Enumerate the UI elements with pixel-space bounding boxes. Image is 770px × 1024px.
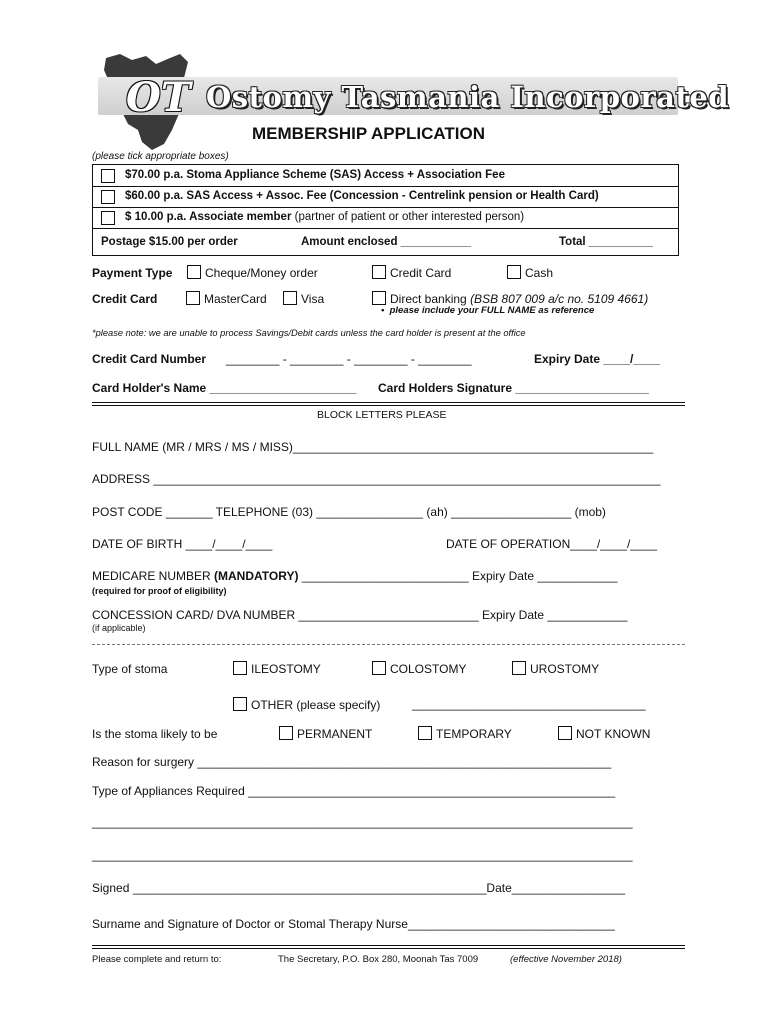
reference-note: • please include your FULL NAME as reference [381,305,595,316]
full-name-field[interactable]: FULL NAME (MR / MRS / MS / MISS)______________________________________________________ [92,440,654,454]
permanent-checkbox[interactable] [279,726,293,740]
postcode-telephone-field[interactable]: POST CODE _______ TELEPHONE (03) ________________ (ah) __________________ (mob) [92,505,606,519]
cash-checkbox[interactable] [507,265,521,279]
payment-type-label: Payment Type [92,266,173,280]
reason-for-surgery-field[interactable]: Reason for surgery ______________________________________________________________ [92,755,612,769]
not-known-option[interactable] [558,726,650,741]
return-address: The Secretary, P.O. Box 280, Moonah Tas 7009 [278,954,479,965]
stoma-likely-label: Is the stoma likely to be [92,727,218,741]
cheque-label: Cheque/Money order [205,266,318,280]
postage-row [93,228,678,254]
medicare-field[interactable] [92,569,617,583]
card-holder-name-field[interactable]: Card Holder's Name ______________________ [92,381,357,395]
appliances-line-2[interactable]: _________________________________________________________________________________ [92,815,633,829]
direct-banking-option[interactable] [372,291,648,306]
visa-label: Visa [301,292,325,306]
payment-cheque-option[interactable] [187,265,318,280]
medicare-suffix: _________________________ Expiry Date ____________ [298,569,618,583]
card-holder-signature-field[interactable]: Card Holders Signature ____________________ [378,381,649,395]
footer-divider-2 [92,948,685,949]
visa-checkbox[interactable] [283,291,297,305]
fee-sas-checkbox[interactable] [101,169,115,183]
mastercard-option[interactable] [186,291,267,306]
temporary-checkbox[interactable] [418,726,432,740]
card-number-field[interactable]: ________ - ________ - ________ - ________ [226,352,472,366]
fee-concession-label: $60.00 p.a. SAS Access + Assoc. Fee (Concession - Centrelink pension or Health Card) [125,190,599,202]
direct-banking-checkbox[interactable] [372,291,386,305]
visa-option[interactable] [283,291,324,306]
postage-label: Postage $15.00 per order [101,236,238,248]
reference-note-text: please include your FULL NAME as reference [389,305,595,316]
date-of-birth-field[interactable]: DATE OF BIRTH ____/____/____ [92,537,273,551]
card-number-label: Credit Card Number [92,352,207,366]
mastercard-checkbox[interactable] [186,291,200,305]
other-label: OTHER (please specify) [251,698,381,712]
section-divider-2 [92,405,685,406]
section-divider-3 [92,644,685,645]
direct-banking-label: Direct banking [390,292,467,306]
doctor-signature-field[interactable]: Surname and Signature of Doctor or Stomal Therapy Nurse_______________________________ [92,917,615,931]
fee-associate-label [125,211,524,223]
block-letters-note: BLOCK LETTERS PLEASE [317,409,447,421]
signed-date-field[interactable]: Signed _____________________________________________________Date_________________ [92,881,626,895]
temporary-option[interactable] [418,726,512,741]
appliances-line-3[interactable]: _________________________________________________________________________________ [92,848,633,862]
not-known-checkbox[interactable] [558,726,572,740]
ileostomy-label: ILEOSTOMY [251,662,321,676]
fee-associate-title: $ 10.00 p.a. Associate member [125,211,292,223]
ileostomy-option[interactable] [233,661,321,676]
urostomy-checkbox[interactable] [512,661,526,675]
total-field[interactable]: Total __________ [559,236,653,248]
form-title: MEMBERSHIP APPLICATION [252,124,485,143]
date-of-operation-field[interactable]: DATE OF OPERATION____/____/____ [446,537,657,551]
colostomy-label: COLOSTOMY [390,662,467,676]
cheque-checkbox[interactable] [187,265,201,279]
other-checkbox[interactable] [233,697,247,711]
credit-card-label: Credit Card [390,266,452,280]
stoma-type-label: Type of stoma [92,662,168,676]
footer-divider [92,945,685,946]
effective-date: (effective November 2018) [510,954,622,965]
other-specify-field[interactable]: ___________________________________ [412,697,646,711]
fee-row-associate [93,207,678,229]
fee-row-concession [93,186,678,208]
return-instruction: Please complete and return to: [92,954,222,965]
organization-name: Ostomy Tasmania Incorporated [206,80,730,114]
ileostomy-checkbox[interactable] [233,661,247,675]
concession-note: (if applicable) [92,623,146,633]
payment-cash-option[interactable] [507,265,553,280]
concession-field[interactable]: CONCESSION CARD/ DVA NUMBER ___________________________ Expiry Date ____________ [92,608,628,622]
mastercard-label: MasterCard [204,292,267,306]
medicare-mandatory: (MANDATORY) [214,569,299,583]
fee-sas-label: $70.00 p.a. Stoma Appliance Scheme (SAS) Access + Association Fee [125,169,505,181]
medicare-prefix: MEDICARE NUMBER [92,569,215,583]
fee-row-sas [93,165,678,187]
bank-details: (BSB 807 009 a/c no. 5109 4661) [470,292,649,306]
fee-options-box [92,164,679,256]
credit-card-checkbox[interactable] [372,265,386,279]
colostomy-checkbox[interactable] [372,661,386,675]
appliances-required-field[interactable]: Type of Appliances Required _______________________________________________________ [92,784,616,798]
not-known-label: NOT KNOWN [576,727,651,741]
urostomy-label: UROSTOMY [530,662,600,676]
other-stoma-option[interactable] [233,697,380,712]
amount-enclosed-field[interactable]: Amount enclosed ___________ [301,236,472,248]
card-expiry-field[interactable]: Expiry Date ____/____ [534,352,661,366]
tick-instruction: (please tick appropriate boxes) [92,151,229,162]
permanent-option[interactable] [279,726,372,741]
fee-associate-checkbox[interactable] [101,211,115,225]
payment-credit-option[interactable] [372,265,451,280]
credit-card-type-label: Credit Card [92,292,158,306]
permanent-label: PERMANENT [297,727,373,741]
section-divider [92,402,685,403]
address-field[interactable]: ADDRESS ____________________________________________________________________________ [92,472,661,486]
logo-monogram: OT [126,74,191,121]
urostomy-option[interactable] [512,661,599,676]
temporary-label: TEMPORARY [436,727,512,741]
fee-associate-extra: (partner of patient or other interested person) [294,211,525,223]
cash-label: Cash [525,266,554,280]
debit-card-note: *please note: we are unable to process Savings/Debit cards unless the card holder is present at the office [92,328,526,338]
medicare-note: (required for proof of eligibility) [92,586,227,596]
fee-concession-checkbox[interactable] [101,190,115,204]
colostomy-option[interactable] [372,661,466,676]
